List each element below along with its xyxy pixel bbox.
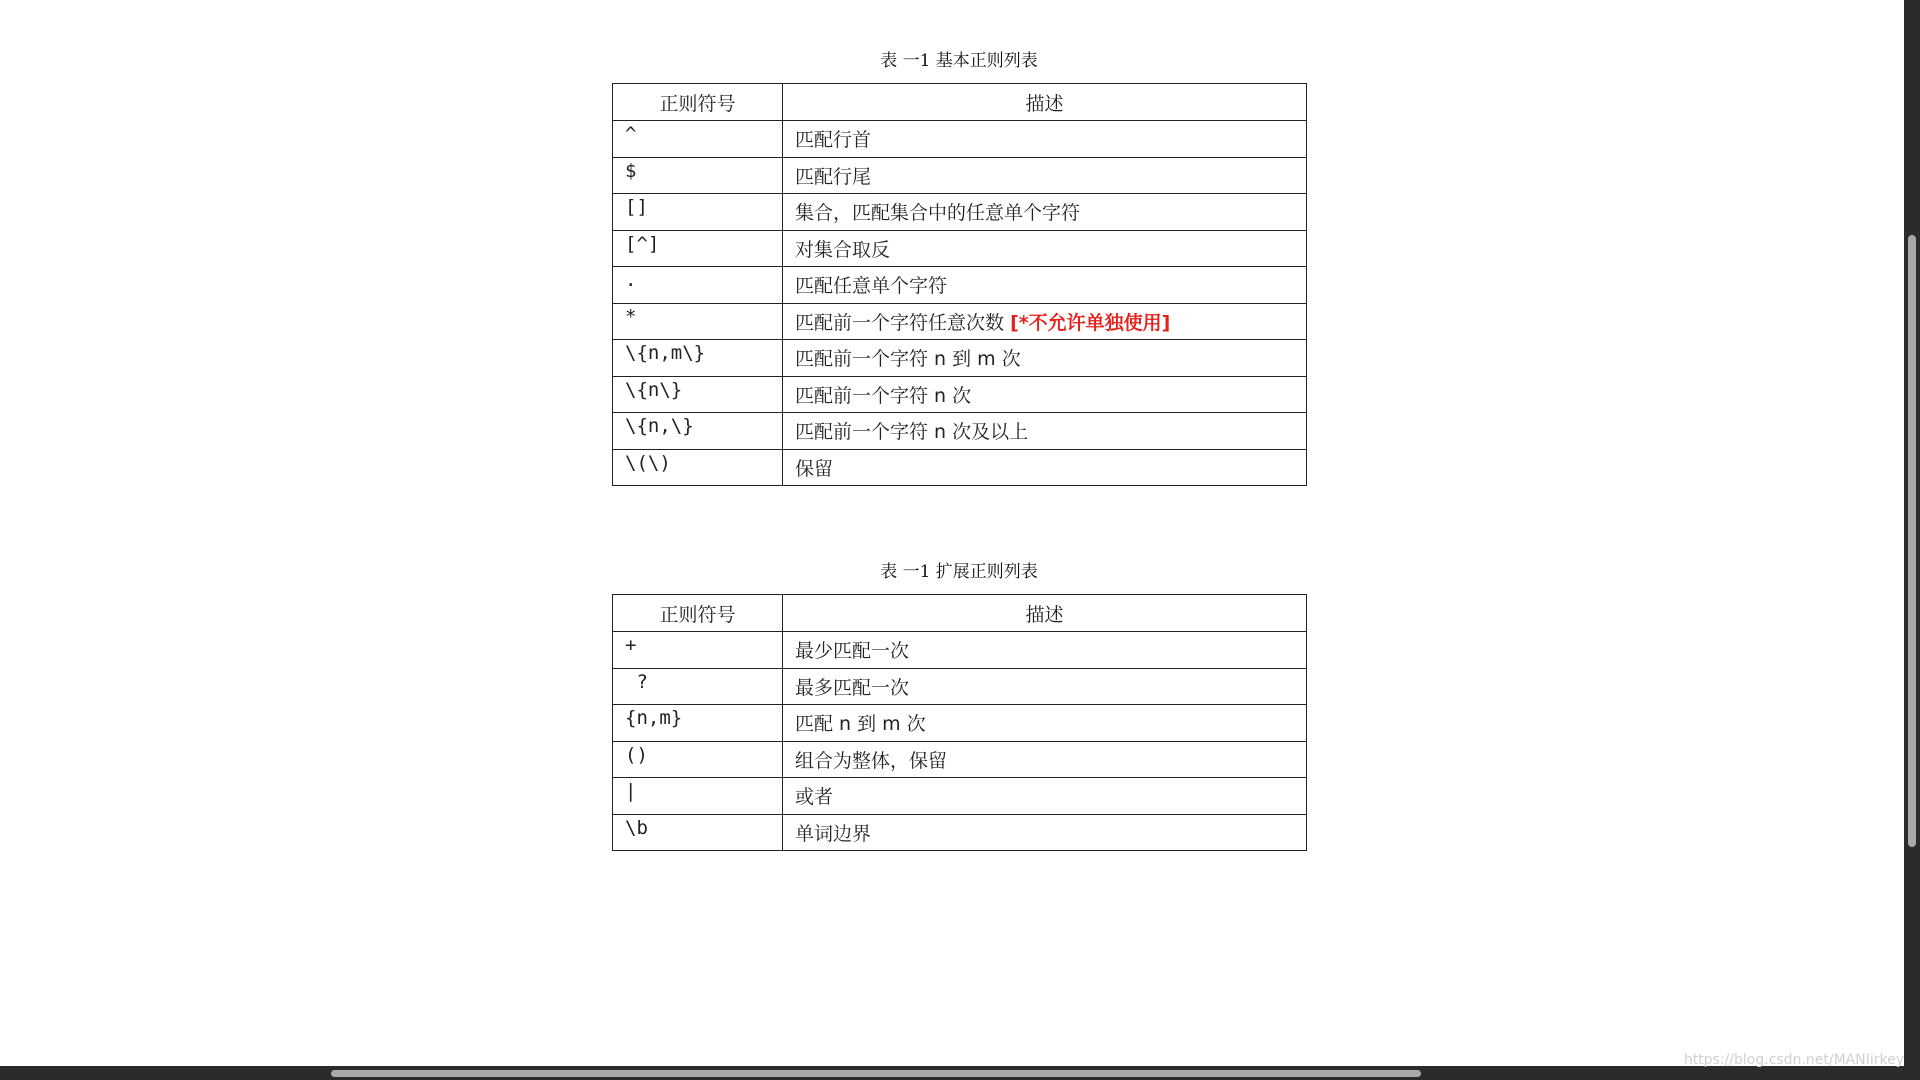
regex-symbol: +	[613, 632, 783, 669]
header-symbol: 正则符号	[613, 595, 783, 632]
table-header-row	[613, 84, 1307, 121]
regex-symbol: $	[613, 157, 783, 194]
regex-description: 集合，匹配集合中的任意单个字符	[783, 194, 1307, 231]
watermark-text: https://blog.csdn.net/MANIirkey	[1683, 1052, 1904, 1068]
regex-symbol: []	[613, 194, 783, 231]
regex-description: 单词边界	[783, 814, 1307, 851]
table-row	[613, 303, 1307, 340]
regex-symbol: |	[613, 778, 783, 815]
table-row	[613, 705, 1307, 742]
regex-symbol: ?	[613, 668, 783, 705]
regex-symbol: [^]	[613, 230, 783, 267]
regex-description: 保留	[783, 449, 1307, 486]
regex-symbol: \(\)	[613, 449, 783, 486]
regex-symbol: \{n,m\}	[613, 340, 783, 377]
table-row	[613, 194, 1307, 231]
regex-symbol: \b	[613, 814, 783, 851]
table-row	[613, 814, 1307, 851]
regex-description: 匹配任意单个字符	[783, 267, 1307, 304]
table-row	[613, 340, 1307, 377]
table-row	[613, 778, 1307, 815]
table-row	[613, 376, 1307, 413]
header-symbol: 正则符号	[613, 84, 783, 121]
horizontal-scroll-thumb[interactable]	[331, 1070, 1421, 1077]
header-description: 描述	[783, 84, 1307, 121]
vertical-scroll-thumb[interactable]	[1908, 235, 1916, 847]
regex-symbol: ()	[613, 741, 783, 778]
table-row	[613, 157, 1307, 194]
table2-caption: 表 一1 扩展正则列表	[880, 562, 1038, 582]
extended-regex-table	[612, 594, 1307, 851]
regex-description: 最少匹配一次	[783, 632, 1307, 669]
regex-description: 对集合取反	[783, 230, 1307, 267]
regex-description: 匹配行首	[783, 121, 1307, 158]
regex-description: 匹配行尾	[783, 157, 1307, 194]
regex-description: 匹配前一个字符 n 到 m 次	[783, 340, 1307, 377]
regex-description: 匹配前一个字符 n 次	[783, 376, 1307, 413]
warning-note: [*不允许单独使用]	[1010, 311, 1171, 334]
regex-symbol: .	[613, 267, 783, 304]
table-row	[613, 632, 1307, 669]
regex-description: 匹配前一个字符 n 次及以上	[783, 413, 1307, 450]
table-row	[613, 449, 1307, 486]
table-row	[613, 413, 1307, 450]
table1-caption: 表 一1 基本正则列表	[880, 51, 1038, 71]
regex-symbol: \{n\}	[613, 376, 783, 413]
table-row	[613, 121, 1307, 158]
regex-symbol: ^	[613, 121, 783, 158]
regex-description: 匹配 n 到 m 次	[783, 705, 1307, 742]
regex-symbol: *	[613, 303, 783, 340]
table-row	[613, 267, 1307, 304]
regex-description: 或者	[783, 778, 1307, 815]
regex-description	[783, 303, 1307, 340]
table-header-row	[613, 595, 1307, 632]
table-row	[613, 741, 1307, 778]
regex-description: 组合为整体，保留	[783, 741, 1307, 778]
table-row	[613, 668, 1307, 705]
regex-symbol: {n,m}	[613, 705, 783, 742]
regex-description: 最多匹配一次	[783, 668, 1307, 705]
regex-symbol: \{n,\}	[613, 413, 783, 450]
table-row	[613, 230, 1307, 267]
description-text: 匹配前一个字符任意次数	[795, 311, 1005, 334]
header-description: 描述	[783, 595, 1307, 632]
basic-regex-table	[612, 83, 1307, 486]
